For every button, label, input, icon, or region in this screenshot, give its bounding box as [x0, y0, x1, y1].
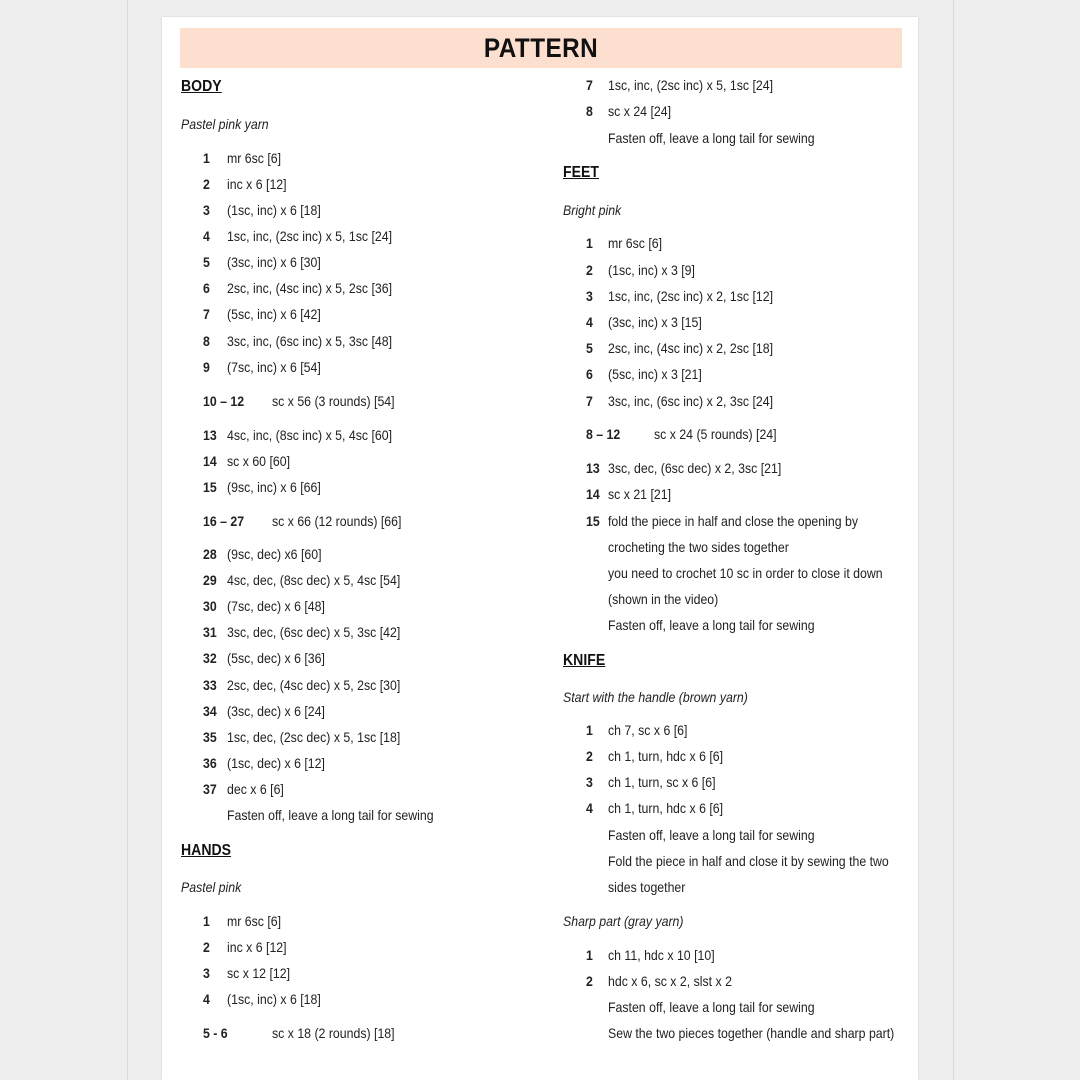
feet-line: you need to crochet 10 sc in order to close it down: [608, 565, 883, 581]
row-number: 4: [586, 314, 593, 330]
row-number: 8: [586, 103, 593, 119]
row-text: 3sc, inc, (6sc inc) x 2, 3sc [24]: [608, 393, 774, 409]
row-text: sc x 18 (2 rounds) [18]: [272, 1025, 395, 1041]
row-text: ch 1, turn, sc x 6 [6]: [608, 774, 716, 790]
row-number: 35: [203, 729, 217, 745]
feet-yarn: Bright pink: [563, 202, 622, 218]
body-note: Fasten off, leave a long tail for sewing: [227, 807, 434, 823]
row-number: 1: [586, 722, 593, 738]
body-heading: BODY: [181, 78, 222, 95]
row-number: 7: [203, 306, 210, 322]
row-number: 2: [586, 973, 593, 989]
row-text: 2sc, inc, (4sc inc) x 2, 2sc [18]: [608, 340, 774, 356]
row-number: 10 – 12: [203, 393, 245, 409]
row-text: (1sc, dec) x 6 [12]: [227, 755, 325, 771]
row-number: 1: [586, 235, 593, 251]
row-number: 31: [203, 624, 217, 640]
row-text: (3sc, inc) x 6 [30]: [227, 254, 321, 270]
row-text: sc x 24 (5 rounds) [24]: [654, 426, 777, 442]
row-number: 30: [203, 598, 217, 614]
row-number: 9: [203, 359, 210, 375]
row-text: 1sc, inc, (2sc inc) x 5, 1sc [24]: [608, 77, 774, 93]
row-text: sc x 12 [12]: [227, 965, 291, 981]
row-text: 4sc, dec, (8sc dec) x 5, 4sc [54]: [227, 572, 401, 588]
feet-line: (shown in the video): [608, 591, 719, 607]
row-text: inc x 6 [12]: [227, 176, 287, 192]
row-text: ch 1, turn, hdc x 6 [6]: [608, 748, 724, 764]
hands-yarn: Pastel pink: [181, 879, 242, 895]
feet-line: Fasten off, leave a long tail for sewing: [608, 617, 815, 633]
row-text: (3sc, inc) x 3 [15]: [608, 314, 702, 330]
row-number: 15: [586, 513, 600, 529]
knife-sharp-line: Sew the two pieces together (handle and sharp part): [608, 1025, 895, 1041]
row-text: ch 1, turn, hdc x 6 [6]: [608, 800, 724, 816]
knife-sharp-line: Fasten off, leave a long tail for sewing: [608, 999, 815, 1015]
row-number: 13: [203, 427, 217, 443]
row-text: 1sc, inc, (2sc inc) x 5, 1sc [24]: [227, 228, 393, 244]
hands-note: Fasten off, leave a long tail for sewing: [608, 130, 815, 146]
row-number: 2: [586, 262, 593, 278]
row-text: 3sc, inc, (6sc inc) x 5, 3sc [48]: [227, 333, 393, 349]
row-number: 14: [203, 453, 217, 469]
row-number: 3: [586, 774, 593, 790]
row-number: 2: [586, 748, 593, 764]
row-number: 7: [586, 393, 593, 409]
left-margin: [0, 0, 128, 1080]
row-text: sc x 66 (12 rounds) [66]: [272, 513, 402, 529]
row-text: (1sc, inc) x 6 [18]: [227, 202, 321, 218]
row-number: 7: [586, 77, 593, 93]
row-number: 6: [203, 280, 210, 296]
row-number: 28: [203, 546, 217, 562]
row-number: 15: [203, 479, 217, 495]
row-number: 13: [586, 460, 600, 476]
body-yarn: Pastel pink yarn: [181, 116, 269, 132]
right-margin: [953, 0, 1080, 1080]
row-number: 3: [203, 965, 210, 981]
row-text: (7sc, dec) x 6 [48]: [227, 598, 325, 614]
row-text: (5sc, inc) x 6 [42]: [227, 306, 321, 322]
row-number: 8 – 12: [586, 426, 621, 442]
row-number: 3: [586, 288, 593, 304]
row-number: 1: [203, 150, 210, 166]
row-number: 6: [586, 366, 593, 382]
row-number: 2: [203, 939, 210, 955]
page-title: PATTERN: [483, 33, 599, 63]
row-text: (9sc, dec) x6 [60]: [227, 546, 322, 562]
row-number: 2: [203, 176, 210, 192]
row-number: 4: [203, 991, 210, 1007]
row-number: 3: [203, 202, 210, 218]
row-text: 3sc, dec, (6sc dec) x 5, 3sc [42]: [227, 624, 401, 640]
row-number: 14: [586, 486, 600, 502]
row-number: 34: [203, 703, 217, 719]
row-text: dec x 6 [6]: [227, 781, 284, 797]
row-text: sc x 21 [21]: [608, 486, 672, 502]
row-text: (5sc, dec) x 6 [36]: [227, 650, 325, 666]
row-number: 29: [203, 572, 217, 588]
row-text: (1sc, inc) x 3 [9]: [608, 262, 695, 278]
row-text: (9sc, inc) x 6 [66]: [227, 479, 321, 495]
row-text: ch 7, sc x 6 [6]: [608, 722, 688, 738]
row-number: 4: [203, 228, 210, 244]
row-text: (3sc, dec) x 6 [24]: [227, 703, 325, 719]
row-text: hdc x 6, sc x 2, slst x 2: [608, 973, 732, 989]
knife-sharp-yarn: Sharp part (gray yarn): [563, 913, 684, 929]
knife-heading: KNIFE: [563, 652, 606, 669]
feet-heading: FEET: [563, 164, 599, 181]
row-text: 1sc, dec, (2sc dec) x 5, 1sc [18]: [227, 729, 401, 745]
knife-handle-line: sides together: [608, 879, 686, 895]
row-number: 5: [203, 254, 210, 270]
knife-handle-line: Fasten off, leave a long tail for sewing: [608, 827, 815, 843]
row-number: 4: [586, 800, 593, 816]
row-text: mr 6sc [6]: [227, 913, 282, 929]
row-text: sc x 56 (3 rounds) [54]: [272, 393, 395, 409]
row-number: 37: [203, 781, 217, 797]
row-text: sc x 60 [60]: [227, 453, 291, 469]
row-text: inc x 6 [12]: [227, 939, 287, 955]
row-text: sc x 24 [24]: [608, 103, 672, 119]
row-text: 2sc, dec, (4sc dec) x 5, 2sc [30]: [227, 677, 401, 693]
row-text: (7sc, inc) x 6 [54]: [227, 359, 321, 375]
feet-line: crocheting the two sides together: [608, 539, 789, 555]
row-text: 2sc, inc, (4sc inc) x 5, 2sc [36]: [227, 280, 393, 296]
hands-heading: HANDS: [181, 842, 232, 859]
row-number: 33: [203, 677, 217, 693]
row-number: 1: [586, 947, 593, 963]
row-text: 4sc, inc, (8sc inc) x 5, 4sc [60]: [227, 427, 393, 443]
row-number: 5 - 6: [203, 1025, 228, 1041]
knife-handle-yarn: Start with the handle (brown yarn): [563, 689, 748, 705]
row-number: 36: [203, 755, 217, 771]
row-text: 1sc, inc, (2sc inc) x 2, 1sc [12]: [608, 288, 774, 304]
row-text: (5sc, inc) x 3 [21]: [608, 366, 702, 382]
row-text: ch 11, hdc x 10 [10]: [608, 947, 715, 963]
row-number: 16 – 27: [203, 513, 245, 529]
row-number: 32: [203, 650, 217, 666]
row-number: 8: [203, 333, 210, 349]
knife-handle-line: Fold the piece in half and close it by sewing the two: [608, 853, 889, 869]
row-text: fold the piece in half and close the opening by: [608, 513, 859, 529]
row-text: (1sc, inc) x 6 [18]: [227, 991, 321, 1007]
row-text: 3sc, dec, (6sc dec) x 2, 3sc [21]: [608, 460, 782, 476]
row-text: mr 6sc [6]: [608, 235, 663, 251]
row-number: 5: [586, 340, 593, 356]
row-text: mr 6sc [6]: [227, 150, 282, 166]
row-number: 1: [203, 913, 210, 929]
